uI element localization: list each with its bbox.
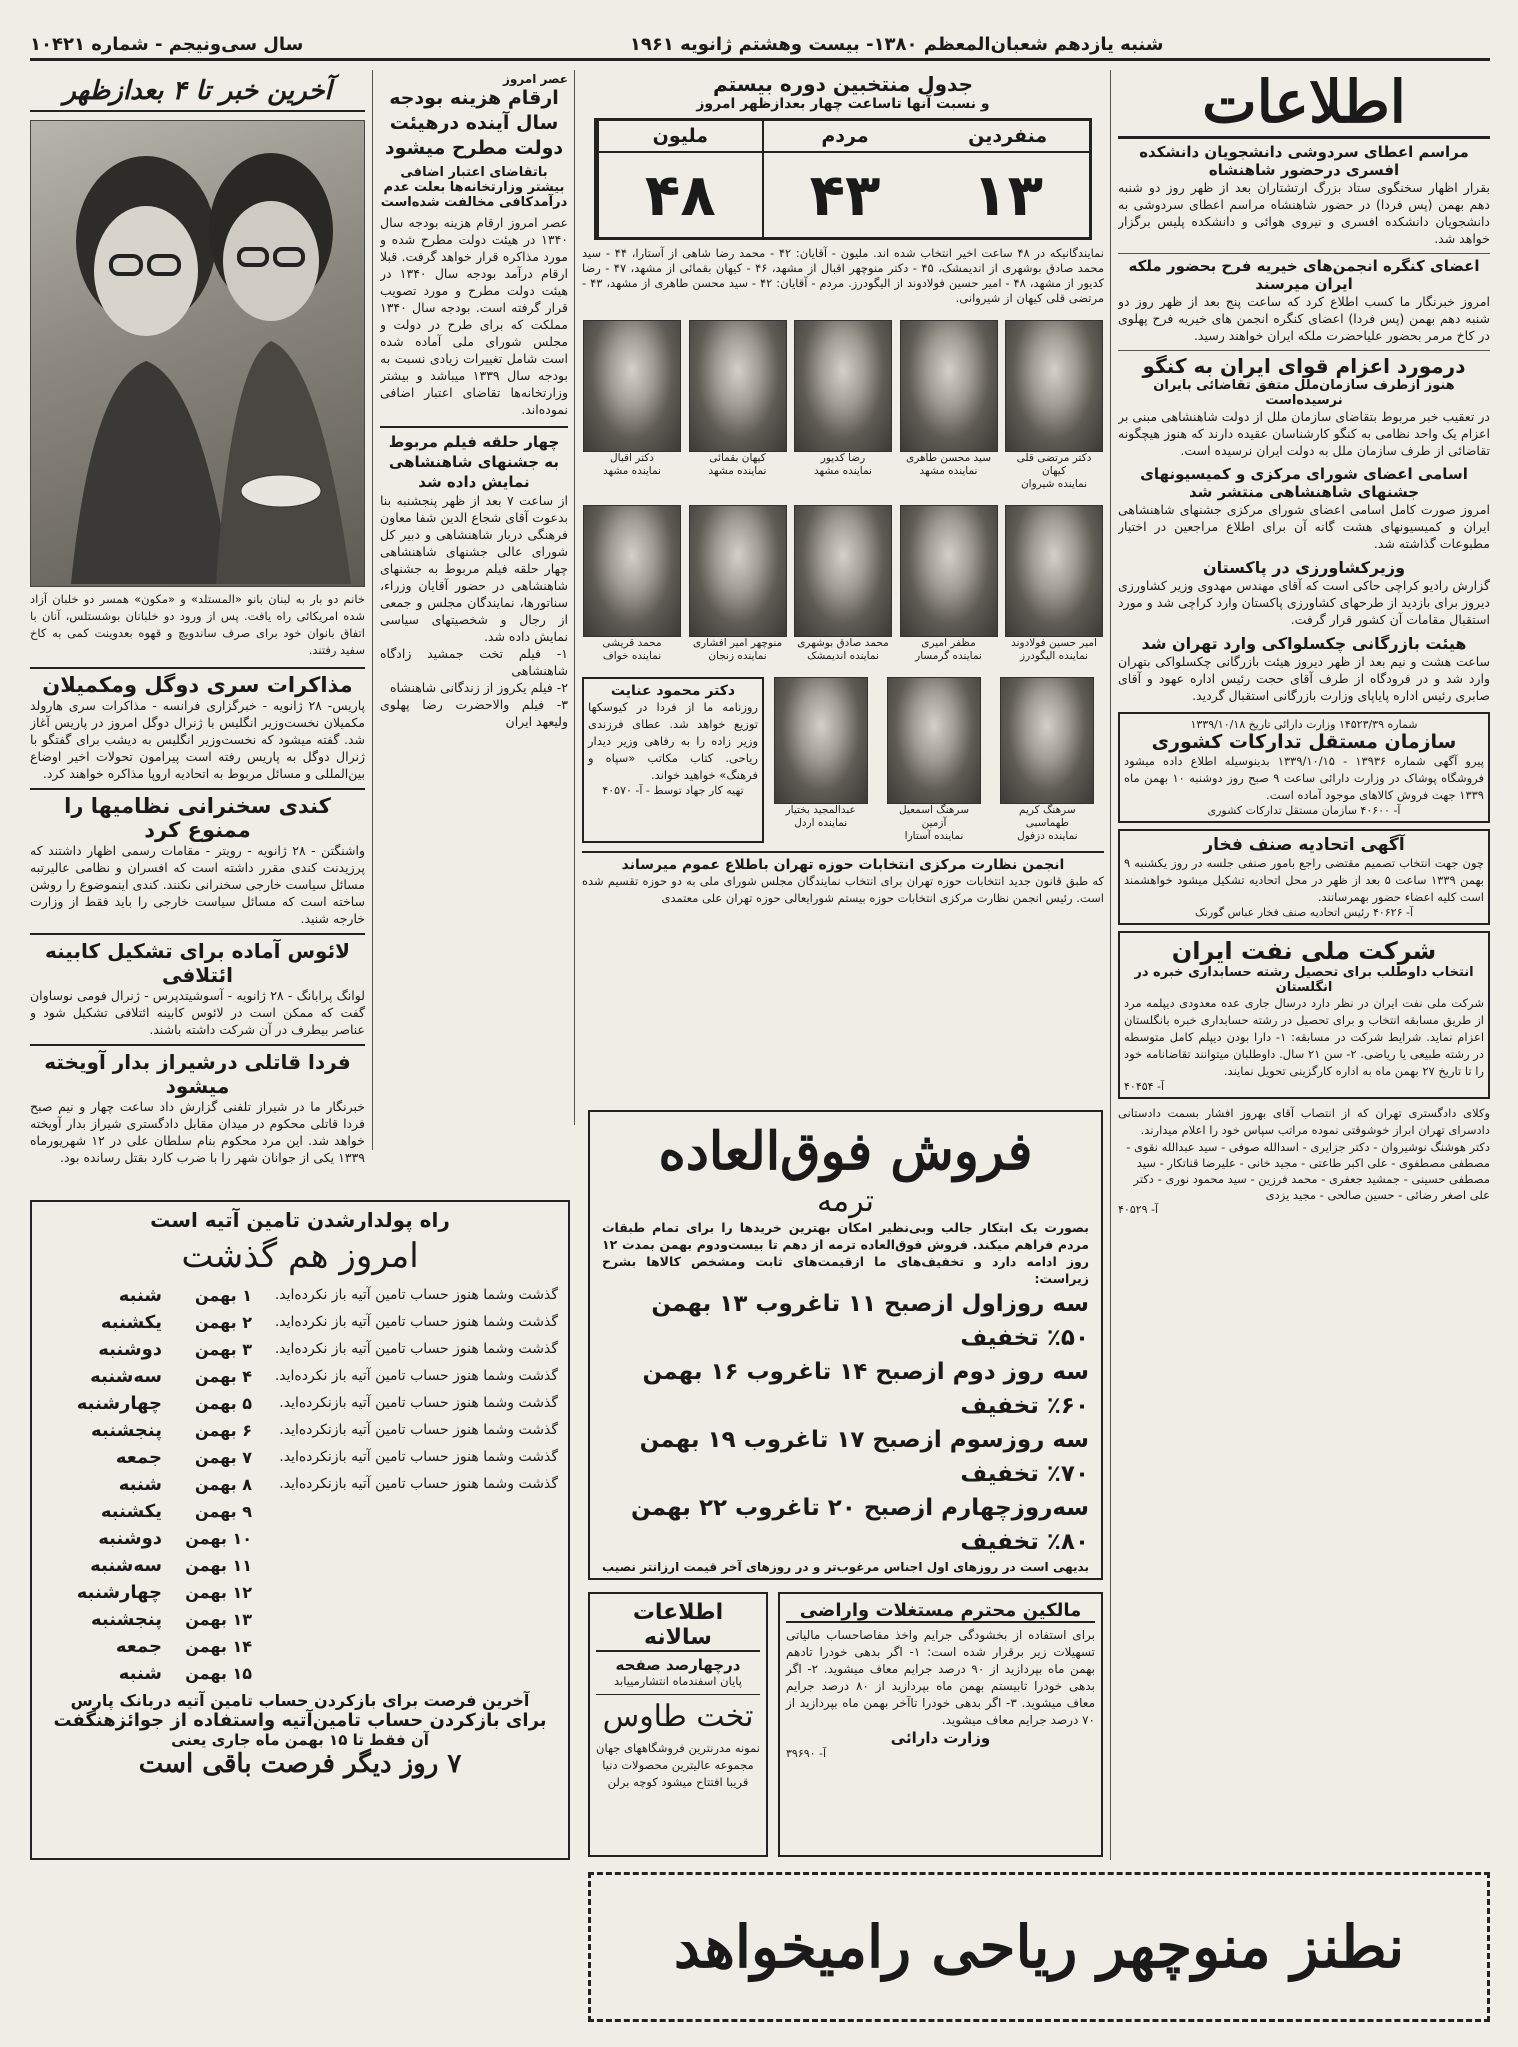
bond-row [42, 1390, 558, 1417]
portrait-card [899, 320, 999, 491]
bond-row-date: ۳ بهمن [194, 1340, 252, 1359]
doctor-body: روزنامه ما از فردا در کیوسکها توزیع خواهد شد. عطای فرزندی وزیر زاده را به رفاهی وزیر دیدار ریاحی. کتاب مکاتب «سپاه و فرهنگ» خواهید خواند. [588, 700, 758, 782]
bond-row-text [252, 1579, 558, 1606]
portrait-photo [900, 505, 998, 637]
budget-body: عصر امروز ارقام هزینه بودجه سال ۱۳۴۰ در هیئت دولت مطرح شده و مورد مذاکره قرار خواهد گرفت. قبلا ارقام درآمد بودجه سال ۱۳۴۰ در هیئت دولت مطرح و مورد تصویب قرار گرفته است. بودجه سال ۱۳۴۰ مملکت که برای طرح در دولت و مجلس شورای ملی آماده شده است شامل تغییرات زیادی نسبت به بودجه سال ۱۳۳۹ میباشد و بیشتر وزارتخانه‌ها تقاضای اعتبار اضافی نموده‌اند. [380, 215, 568, 417]
vote-value: ۴۸ [644, 161, 716, 229]
column-rule [1110, 70, 1111, 1860]
article-title: هیئت بازرگانی چکسلواکی وارد تهران شد [1141, 634, 1467, 653]
bond-row [42, 1363, 558, 1390]
portrait-role: نماینده دزفول [1017, 830, 1078, 842]
bond-row-day: جمعه [115, 1636, 162, 1657]
sazman-title: سازمان مستقل تدارکات کشوری [1151, 731, 1457, 753]
bond-row [42, 1336, 558, 1363]
film-list-item: ۳- فیلم والاحضرت رضا پهلوی ولیعهد ایران [380, 697, 568, 729]
portrait-name: دکتر مرتضی قلی کیهان [1016, 452, 1092, 477]
column-rule [372, 70, 373, 1150]
vote-table [594, 118, 1092, 240]
bond-rows [42, 1282, 558, 1687]
portrait-name: عبدالمجید بختیار [785, 804, 856, 816]
oil-ad [1118, 931, 1490, 1099]
bond-row-text: گذشت وشما هنوز حساب تامین آتیه باز نکرده‌اید. [274, 1287, 558, 1303]
article-body: امروز صورت کامل اسامی اعضای شورای مرکزی جشنهای شاهنشاهی ایران و کمیسیونهای هشت گانه آن برای اطلاع مراجعین در اختیار مطبوعات گذاشته شد. [1118, 502, 1490, 551]
article-body: گزارش رادیو کراچی حاکی است که آقای مهندس مهدوی وزیر کشاورزی دیروز برای بازدید از طرحهای کشاورزی پاکستان وارد کراچی شد و مورد استقبال مقامات آن کشور قرار گرفت. [1118, 578, 1490, 627]
portrait-photo [900, 320, 998, 452]
budget-column [380, 72, 568, 1102]
annual-brand: تخت طاوس [596, 1694, 760, 1734]
bond-row-text: گذشت وشما هنوز حساب تامین آتیه بازنکرده‌اید. [279, 1422, 558, 1438]
article-body: ساعت هشت و نیم بعد از ظهر دیروز هیئت بازرگانی چکسلواکی بتهران وارد شد و در فرودگاه از طرف آقای حجت رئیس اداره عهود و آقای صابری رئیس اداره پایاپای وزارت بازرگانی استقبال گردید. [1118, 654, 1490, 703]
oil-subtitle: انتخاب داوطلب برای تحصیل رشته حسابداری خبره در انگلستان [1134, 965, 1474, 995]
bond-subtitle: امروز هم گذشت [181, 1236, 419, 1276]
portrait-photo [583, 505, 681, 637]
portrait-card [899, 505, 999, 663]
bottom-banner-text: نطنز منوچهر ریاحی رامیخواهد [673, 1913, 1405, 1981]
bond-row-text [252, 1633, 558, 1660]
bond-row [42, 1417, 558, 1444]
portrait-row [764, 677, 1104, 843]
lawyers-names: دکتر هوشنگ نوشیروان - دکتر جزایری - اسدالله صوفی - سید عبدالله نقوی - مصطفی مصطفوی - علی اکبر طاعتی - مجید خانی - علیرضا قناتکار - سید مصطفی حسینی - جمشید جعفری - محمد فرزین - سید محمود نوری - دکتر علی اصغر رضائی - حسین صالحی - مجید یزدی [1126, 1140, 1490, 1202]
bond-ad [30, 1200, 570, 1860]
annual-line: پایان اسفندماه انتشارمییابد [613, 1674, 743, 1688]
film-list-item: ۱- فیلم تخت جمشید زادگاه شاهنشاهی [380, 646, 568, 678]
anjoman-body: که طبق قانون جدید انتخابات حوزه تهران برای انتخاب نمایندگان مجلس شورای ملی به دو حوزه تقسیم شده است. رئیس انجمن نظارت مرکزی انتخابات حوزه بیستم شورایعالی حوزه تهران علی معتمدی [582, 874, 1104, 905]
portrait-name: دکتر اقبال [610, 452, 654, 464]
bond-row-date: ۸ بهمن [194, 1475, 252, 1494]
bond-row-day: دوشنبه [98, 1528, 162, 1549]
bond-row-text: گذشت وشما هنوز حساب تامین آتیه باز نکرده‌اید. [274, 1314, 558, 1330]
portrait-role: نماینده آستارا [904, 830, 964, 842]
tax-body: برای استفاده از بخشودگی جرایم واخذ مفاصاحساب مالیاتی تسهیلات زیر برقرار شده است: ۱- اگر بدهی خودرا تادهم بهمن ماه بپردازید از ۹۰ درصد جرایم معاف میشوید. ۲- اگر بدهی خودرا تابیستم بهمن ماه بپردازید از ۸۰ درصد جرایم معاف میشوید. ۳- اگر بدهی خودرا تاآخر بهمن ماه بپردازید از ۷۰ درصد جرایم معاف میشوید. [786, 1628, 1096, 1727]
vote-label: منفردین [926, 121, 1089, 153]
bond-row-text [252, 1660, 558, 1687]
sazman-ad [1118, 712, 1490, 823]
portrait-photo [1005, 320, 1103, 452]
bond-row [42, 1309, 558, 1336]
vote-cell [926, 121, 1089, 237]
column-rule [574, 70, 575, 1125]
tax-title: مالکین محترم مستغلات واراضی [786, 1600, 1095, 1623]
bond-row-day: یکشنبه [100, 1501, 162, 1522]
vote-value: ۱۳ [972, 161, 1044, 229]
portrait-name: محمد قریشی [602, 637, 662, 649]
portrait-name: محمد صادق بوشهری [797, 637, 889, 649]
anjoman-title: انجمن نظارت مرکزی انتخابات حوزه تهران باطلاع عموم میرساند [621, 857, 1065, 873]
bond-row-date: ۱۳ بهمن [185, 1610, 252, 1629]
bond-row-day: شنبه [118, 1663, 162, 1684]
portrait-photo [689, 505, 787, 637]
portrait-role: نماینده مشهد [708, 465, 767, 477]
bond-title: راه پولدارشدن تامین آتیه است [150, 1208, 450, 1232]
portrait-name: سید محسن طاهری [905, 452, 992, 464]
portrait-card [793, 320, 893, 491]
elections-column [582, 72, 1104, 1112]
bond-row-text [252, 1606, 558, 1633]
article-subtitle: هنوز ازطرف سازمان‌ملل متفق تقاضائی بایران نرسیده‌است [1153, 378, 1455, 408]
kicker: عصر امروز [502, 72, 568, 86]
budget-title: ارقام هزینه بودجه سال آینده درهیئت دولت مطرح میشود [384, 87, 564, 159]
doctor-ad [582, 677, 764, 843]
portrait-name: کیهان بقمائی [709, 452, 766, 464]
article-body: امروز خبرنگار ما کسب اطلاع کرد که ساعت پنج بعد از ظهر روز دو شنبه دهم بهمن (پس فردا) اعضای کنگره انجمن های خیریه فرح پهلوی در کاخ مرمر بحضور علیاحضرت ملکه ایران خواهند رسید. [1118, 294, 1490, 343]
elections-table-subtitle: و نسبت آنها تاساعت چهار بعدازظهر امروز [696, 96, 990, 112]
sale-title: فروش فوق‌العاده [658, 1121, 1033, 1182]
elections-table-title: جدول منتخبین دوره بیستم [713, 72, 973, 96]
bond-row [42, 1498, 558, 1525]
article-title: اسامی اعضای شورای مرکزی و کمیسیونهای جشنهای شاهنشاهی منتشر شد [1140, 465, 1468, 501]
portrait-card [887, 677, 982, 843]
bond-row-day: شنبه [118, 1285, 162, 1306]
portrait-photo [689, 320, 787, 452]
annual-title: اطلاعات سالانه [596, 1600, 760, 1652]
bond-row-date: ۱۰ بهمن [185, 1529, 252, 1548]
bond-row-day: چهارشنبه [76, 1393, 162, 1414]
doctor-title: دکتر محمود عنایت [610, 683, 736, 699]
lawyers-footer: آ- ۴۰۵۲۹ [1118, 1203, 1159, 1216]
oil-title: شرکت ملی نفت ایران [1171, 937, 1437, 965]
masthead: اطلاعات [1118, 68, 1490, 139]
portrait-photo [794, 320, 892, 452]
bond-row-date: ۷ بهمن [194, 1448, 252, 1467]
sale-row: سه روزاول ازصبح ۱۱ تاغروب ۱۳ بهمن ۵۰٪ تخفیف [651, 1291, 1089, 1351]
vote-label: ملیون [599, 121, 762, 153]
portrait-name: سرهنگ کریم طهماسبی [1018, 804, 1076, 829]
portrait-role: نماینده مشهد [603, 465, 661, 477]
article-title: لائوس آماده برای تشکیل کابینه ائتلافی [30, 933, 365, 987]
article-title: مذاکرات سری دوگل ومکمیلان [30, 667, 365, 697]
article-title: اعضای کنگره انجمن‌های خیریه فرح بحضور ملکه ایران میرسند [1118, 253, 1490, 293]
bond-row-text: گذشت وشما هنوز حساب تامین آتیه باز نکرده‌اید. [274, 1368, 558, 1384]
article-body: بقرار اظهار سخنگوی ستاد بزرگ ارتشتاران بعد از ظهر روز دو شنبه دهم بهمن (پس فردا) در حضور شاهنشاه مراسم اعطای سردوشی به دانشجویان دانشکده افسری و نیروی هوائی و دانشکده پلیس برگزار خواهد شد. [1118, 180, 1490, 246]
article-title: کندی سخنرانی نظامیها را ممنوع کرد [30, 788, 365, 842]
bond-row [42, 1444, 558, 1471]
bond-row-day: یکشنبه [100, 1312, 162, 1333]
vote-cell [762, 121, 927, 237]
bond-row-day: شنبه [118, 1474, 162, 1495]
portrait-role: نماینده خواف [602, 650, 662, 662]
sale-row: سه روز دوم ازصبح ۱۴ تاغروب ۱۶ بهمن ۶۰٪ تخفیف [642, 1359, 1089, 1419]
bond-row-date: ۹ بهمن [194, 1502, 252, 1521]
photo-caption: خانم دو بار به لبنان بانو «المستلد» و «مکون» همسر دو خلبان آزاد شده امریکائی راه یافت. پس از ورود دو خلبانان بوشستلس، آنان با اتفاق بانوان خود برای صرف ساندویچ و قهوه بعدوینت کمی به کاخ سفید رفتند. [30, 592, 365, 657]
portrait-role: نماینده اندیمشک [807, 650, 879, 662]
anjoman-notice [582, 851, 1104, 907]
tax-sign: وزارت دارائی [890, 1729, 991, 1747]
bond-footer-2: برای بازکردن حساب تامین‌آتیه واستفاده از جوائزهنگفت [53, 1710, 547, 1731]
article-title: درمورد اعزام قوای ایران به کنگو [1118, 350, 1490, 378]
doctor-footer: تهیه کار جهاد توسط - آ- ۴۰۵۷۰ [602, 784, 744, 797]
portrait-photo [887, 677, 981, 804]
portrait-card [582, 505, 682, 663]
bond-row [42, 1471, 558, 1498]
bond-row-text [252, 1498, 558, 1525]
bond-row-day: جمعه [115, 1447, 162, 1468]
portrait-card [1004, 505, 1104, 663]
lower-center-block [582, 677, 1104, 843]
bond-row-date: ۴ بهمن [194, 1367, 252, 1386]
bond-row-text [252, 1525, 558, 1552]
sale-outro: بدیهی است در روزهای اول اجناس مرغوب‌تر و در روزهای آخر قیمت ارزانتر نصیب [602, 1560, 1089, 1574]
bond-row [42, 1660, 558, 1687]
fakhar-footer: آ- ۴۰۶۲۶ رئیس اتحادیه صنف فخار عباس گورنک [1194, 906, 1414, 919]
article-title: فردا قاتلی درشیراز بدار آویخته میشود [30, 1044, 365, 1098]
article-body: پاریس- ۲۸ ژانویه - خبرگزاری فرانسه - مذاکرات سری هارولد مکمیلان نخست‌وزیر انگلیس با ژنرال دوگل امروز در پاریس آغاز شد. گفته میشود که نخست‌وزیر انگلیس به دیشب برای گفتگو با ژنرال دوگل به پاریس رفته است پیرامون تحولات اخیر اوضاع بین‌المللی و مسائل مربوط به اتحادیه اروپا مذاکره خواهند کرد. [30, 698, 365, 781]
sale-intro: بصورت یک ابتکار جالب وبی‌نظیر امکان بهترین خریدها را برای تمام طبقات مردم فراهم میکند. فروش فوق‌العاده ترمه از دهم تا بیست‌ودوم بهمن بمدت ۱۲ روز ادامه دارد و تخفیف‌های ما ازقیمت‌های ثابت ومشخص کالاها بشرح زیراست: [602, 1220, 1089, 1286]
bond-row-day: سه‌شنبه [90, 1366, 162, 1387]
bond-row [42, 1552, 558, 1579]
bond-row-day: دوشنبه [98, 1339, 162, 1360]
annual-subtitle: درچهارصد صفحه [615, 1656, 741, 1674]
bond-row-date: ۱۴ بهمن [185, 1637, 252, 1656]
tax-ad [778, 1592, 1103, 1857]
portrait-card [688, 320, 788, 491]
right-column [1118, 68, 1490, 1863]
bond-row [42, 1606, 558, 1633]
article-body: خبرنگار ما در شیراز تلفنی گزارش داد ساعت چهار و نیم صبح فردا قاتلی محکوم در میدان مقابل دادگستری شیراز بدار آویخته خواهد شد. این مرد محکوم بنام سلطان علی در ۱۲ شهریورماه ۱۳۳۹ یکی از جوانان شهر را با ضرب کارد بقتل رسانده بود. [30, 1099, 365, 1165]
bond-row-text [252, 1552, 558, 1579]
sazman-body: پیرو آگهی شماره ۱۳۹۳۶ - ۱۳۳۹/۱۰/۱۵ بدینوسیله اطلاع داده میشود فروشگاه پوشاک در وزارت دارائی ساعت ۹ صبح روز دوشنبه ۱۰ بهمن ماه ۱۳۳۹ جهت فروش کالاهای موجود آماده است. [1124, 754, 1485, 802]
portrait-photo [794, 505, 892, 637]
bond-row-day: پنجشنبه [90, 1609, 162, 1630]
bond-row-text: گذشت وشما هنوز حساب تامین آتیه بازنکرده‌اید. [279, 1449, 558, 1465]
portrait-photo [774, 677, 868, 804]
article-body: لوانگ پرابانگ - ۲۸ ژانویه - آسوشیتدپرس - ژنرال فومی نوساوان گفت که ممکن است در لائوس کابینه ائتلافی تشکیل شود و عناصر بیطرف در آن شرکت داشته باشند. [30, 988, 365, 1037]
article-title: وزیرکشاورزی در پاکستان [1202, 558, 1406, 577]
bond-row-text: گذشت وشما هنوز حساب تامین آتیه بازنکرده‌اید. [279, 1476, 558, 1492]
bond-row-date: ۱۵ بهمن [185, 1664, 252, 1683]
portrait-photo [1000, 677, 1094, 804]
bottom-banner [588, 1872, 1490, 2022]
bond-row-date: ۱ بهمن [194, 1286, 252, 1305]
bond-row-day: چهارشنبه [76, 1582, 162, 1603]
bond-row-text: گذشت وشما هنوز حساب تامین آتیه باز نکرده‌اید. [274, 1341, 558, 1357]
annual-ad [588, 1592, 768, 1857]
photo-banner: آخرین خبر تا ۴ بعدازظهر [30, 72, 365, 112]
vote-label: مردم [764, 121, 927, 153]
film-title: چهار حلقه فیلم مربوط به جشنهای شاهنشاهی نمایش داده شد [380, 426, 568, 492]
portrait-role: نماینده مشهد [919, 465, 978, 477]
portrait-role: نماینده شیروان [1020, 478, 1088, 490]
article-body: در تعقیب خبر مربوط بتقاضای سازمان ملل از دولت شاهنشاهی مبنی بر اعزام یک واحد نظامی به کنگو کارشناسان عقیده دارند که هنوز هیچگونه تقاضائی از طرف سازمان ملل به دولت ایران نرسیده است. [1118, 409, 1490, 458]
portrait-name: منوچهر امیر افشاری [692, 637, 783, 649]
portrait-row [582, 320, 1104, 491]
annual-body: نمونه مدرنترین فروشگاههای جهان مجموعه عالیترین محصولات دنیا قریبا افتتاح میشود کوچه برلن [596, 1741, 760, 1789]
header-date: شنبه یازدهم شعبان‌المعظم ۱۳۸۰- بیست وهشتم ژانویه ۱۹۶۱ [629, 33, 1164, 55]
portrait-photo [1005, 505, 1103, 637]
portrait-card [582, 320, 682, 491]
sazman-ref: شماره ۱۴۵۲۳/۳۹ وزارت دارائی تاریخ ۱۳۳۹/۱۰/۱۸ [1190, 718, 1418, 731]
article-title: مراسم اعطای سردوشی دانشجویان دانشکده افسری درحضور شاهنشاه [1139, 143, 1469, 179]
portrait-name: امیر حسین فولادوند [1011, 637, 1097, 649]
bond-row-day: پنجشنبه [90, 1420, 162, 1441]
oil-footer: آ- ۴۰۴۵۴ [1124, 1080, 1165, 1093]
portrait-role: نماینده الیگودرز [1020, 650, 1088, 662]
women-photo-illustration [31, 121, 364, 584]
header-issue: سال سی‌ونیجم - شماره ۱۰۴۲۱ [30, 33, 304, 55]
portrait-card [1000, 677, 1095, 843]
oil-body: شرکت ملی نفت ایران در نظر دارد درسال جاری عده معدودی دیپلمه مرد از طریق مسابقه انتخاب و برای تحصیل در رشته حسابداری خبره بانگلستان اعزام نماید. شرایط شرکت در مسابقه: ۱- دارا بودن دیپلم کامل متوسطه در رشته طبیعی یا ریاضی. ۲- سن ۲۱ سال. داوطلبان میتوانند تقاضانامه خود را تا تاریخ ۲۷ بهمن ماه به اداره کارگزینی تحویل نمایند. [1124, 996, 1485, 1078]
bond-row-date: ۲ بهمن [194, 1313, 252, 1332]
film-body: از ساعت ۷ بعد از ظهر پنجشنبه بنا بدعوت آقای شجاع الدین شفا معاون فرهنگی دربار شاهنشاهی و دبیر کل شورای عالی جشنهای شاهنشاهی چهار حلقه فیلم مربوط به جشنهای شاهنشاهی در حضور آقایان وزراء، سناتورها، نمایندگان مجلس و جمعی از رجال و شخصیتهای سیاسی نمایش داده شد. [380, 493, 568, 644]
article-body: واشنگتن - ۲۸ ژانویه - رویتر - مقامات رسمی اظهار داشتند که پرزیدنت کندی مقرر داشته است که افسران و نظامی عالیرتبه مسائل سیاست خارجی سخنرانی نکنند. کندی اینموضوع را روشن ساخته است که مسائل سیاست خارجی را باید فقط از وزارت خارجه شنید. [30, 843, 365, 926]
bond-row-date: ۱۱ بهمن [185, 1556, 252, 1575]
bond-row [42, 1282, 558, 1309]
bond-row [42, 1579, 558, 1606]
sazman-footer: آ- ۴۰۶۰۰ سازمان مستقل تدارکات کشوری [1207, 804, 1401, 817]
portrait-name: سرهنگ اسمعیل آزمین [899, 804, 970, 829]
sale-row: سه روزسوم ازصبح ۱۷ تاغروب ۱۹ بهمن ۷۰٪ تخفیف [639, 1427, 1089, 1487]
bond-row-date: ۵ بهمن [194, 1394, 252, 1413]
portrait-card [773, 677, 868, 843]
elections-body: نمایندگانیکه در ۴۸ ساعت اخیر انتخاب شده اند. ملیون - آقایان: ۴۲ - محمد رضا شاهی از آستارا، ۴۴ - سید محمد صادق بوشهری از اندیمشک، ۴۵ - دکتر منوچهر اقبال از مشهد، ۴۶ - کیهان بقمائی از مشهد، ۴۷ - رضا کدیور از مشهد، ۴۸ - امیر حسین فولادوند از الیگودرز. مردم - آقایان: ۴۲ - سید محسن طاهری از مشهد، ۴۳ - مرتضی قلی کیهان از شیروانی. [582, 246, 1104, 305]
bond-row-day: سه‌شنبه [90, 1555, 162, 1576]
portrait-card [688, 505, 788, 663]
bond-row-date: ۶ بهمن [194, 1421, 252, 1440]
bond-row [42, 1525, 558, 1552]
sale-row: سه‌روزچهارم ازصبح ۲۰ تاغروب ۲۲ بهمن ۸۰٪ تخفیف [631, 1495, 1089, 1555]
left-column [30, 72, 365, 1192]
sale-ad [588, 1110, 1103, 1580]
portrait-card [793, 505, 893, 663]
bond-footer-1: آخرین فرصت برای بازکردن حساب تامین آتیه دربانک پارس [70, 1691, 530, 1710]
sale-subtitle: ترمه [816, 1184, 875, 1219]
bond-row [42, 1633, 558, 1660]
portrait-role: نماینده اردل [794, 817, 848, 829]
bond-row-date: ۱۲ بهمن [185, 1583, 252, 1602]
lawyers-body: وکلای دادگستری تهران که از انتصاب آقای بهروز افشار بسمت دادستانی دادسرای تهران ابراز خوشوقتی نموده مراتب سپاس خود را اعلام میدارند. [1118, 1106, 1490, 1137]
portrait-name: رضا کدیور [820, 452, 866, 464]
portrait-role: نماینده زنجان [708, 650, 767, 662]
tax-footer: آ- ۳۹۶۹۰ [786, 1747, 827, 1760]
portrait-role: نماینده مشهد [814, 465, 872, 477]
fakhar-ad [1118, 829, 1490, 925]
fakhar-title: آگهی اتحادیه صنف فخار [1203, 835, 1405, 855]
portrait-row [582, 505, 1104, 663]
bond-row-text: گذشت وشما هنوز حساب تامین آتیه بازنکرده‌اید. [279, 1395, 558, 1411]
page-header [30, 30, 1490, 61]
budget-subtitle: باتقاضای اعتبار اضافی بیشتر وزارتخانه‌ها بعلت عدم درآمدکافی مخالفت شده‌است [380, 165, 568, 210]
lawyers-notice [1118, 1105, 1490, 1216]
portrait-role: نماینده گرمسار [915, 650, 982, 662]
vote-value: ۴۳ [809, 161, 881, 229]
fakhar-body: چون جهت انتخاب تصمیم مقتضی راجع بامور صنفی جلسه در روز یکشنبه ۹ بهمن ۱۳۳۹ ساعت ۵ بعد از ظهر در محل اتحادیه تشکیل میشود خواهشمند است کلیه اعضاء حضور بهمرسانند. [1124, 856, 1485, 904]
bond-footer-3: آن فقط تا ۱۵ بهمن ماه جاری یعنی [171, 1731, 429, 1749]
portrait-name: مظفر امیری [921, 637, 976, 649]
news-photo [30, 120, 365, 587]
portrait-photo [583, 320, 681, 452]
vote-cell [597, 121, 762, 237]
bond-footer-4: ۷ روز دیگر فرصت باقی است [138, 1749, 462, 1779]
film-list-item: ۲- فیلم یکروز از زندگانی شاهنشاه [389, 680, 568, 695]
portrait-card [1004, 320, 1104, 491]
